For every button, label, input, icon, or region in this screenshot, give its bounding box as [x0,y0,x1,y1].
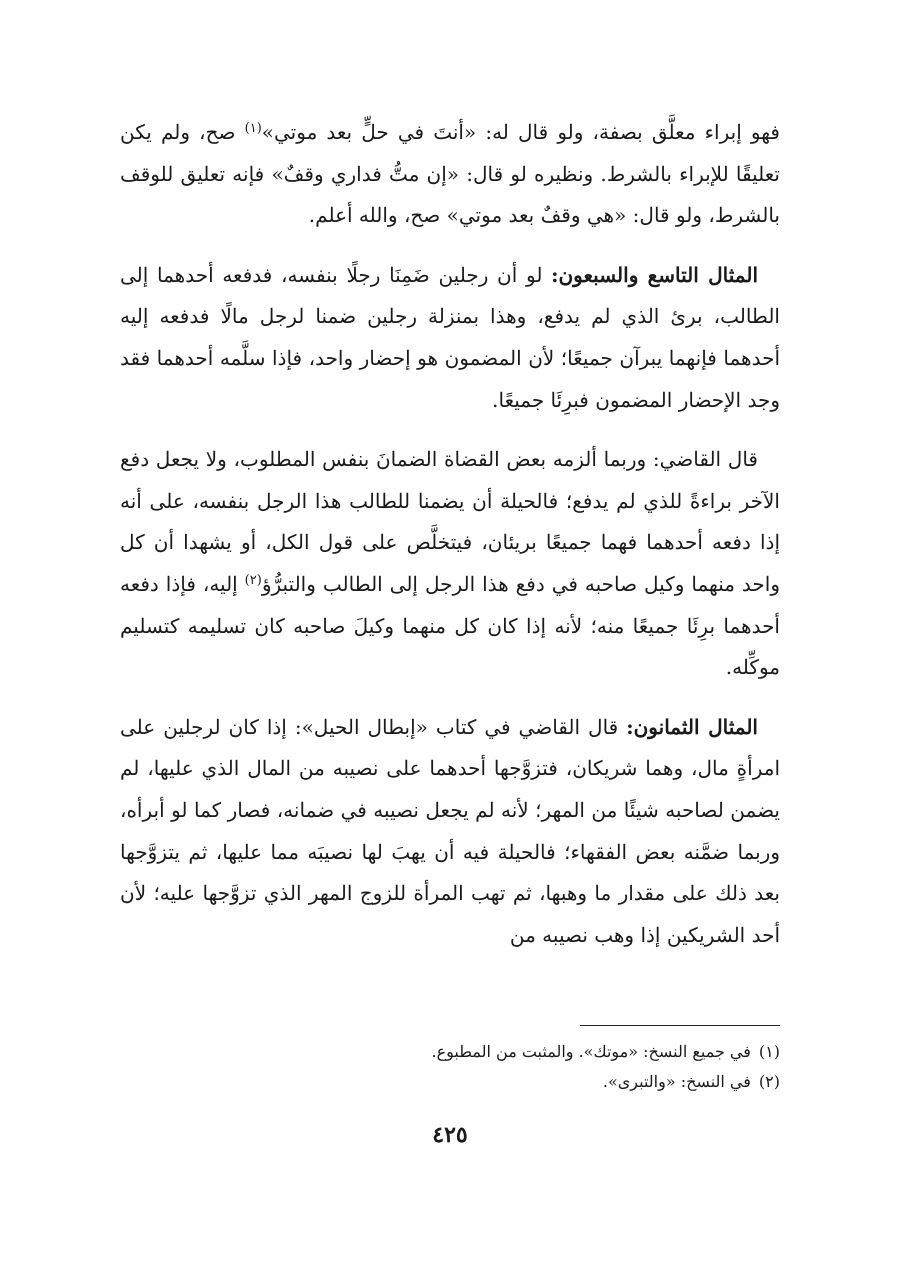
paragraph-3-text-a: قال القاضي: وربما ألزمه بعض القضاة الضمانَ بنفس المطلوب، ولا يجعل دفع الآخر براءةً للذي لم يدفع؛ فالحيلة أن يضمنا للطالب هذا الرجل بنفسه، على أنه إذا دفعه أحدهما فهما جميعًا بريئان، فيتخلَّص على قول الكل، أو يشهدا أن كل واحد منهما وكيل صاحبه في دفع هذا الرجل إلى الطالب والتبرُّؤ [120,447,780,596]
footnote-1-number: (١) [758,1042,780,1061]
footnote-1-text: في جميع النسخ: «موتك». والمثبت من المطبوع. [431,1042,751,1061]
footnote-1 [120,1037,780,1067]
footnote-2-text: في النسخ: «والتبرى». [602,1072,751,1091]
paragraph-1-text-b: صح، ولم يكن تعليقًا للإبراء بالشرط. ونظيره لو قال: «إن متُّ فداري وقفٌ» فإنه تعليق للوقف بالشرط، ولو قال: «هي وقفٌ بعد موتي» صح، والله أعلم. [120,120,780,228]
paragraph-1 [120,112,780,237]
footnote-ref-2[interactable]: (٢) [244,572,262,588]
paragraph-4 [120,707,780,957]
paragraph-4-text: قال القاضي في كتاب «إبطال الحيل»: إذا كان لرجلين على امرأةٍ مال، وهما شريكان، فتزوَّجها أحدهما على نصيبه من المال الذي عليها، لم يضمن لصاحبه شيئًا من المهر؛ لأنه لم يجعل نصيبه في ضمانه، فصار كما لو أبرأه، وربما ضمَّنه بعض الفقهاء؛ فالحيلة فيه أن يهبَ لها نصيبَه مما عليها، ثم يتزوَّجها بعد ذلك على مقدار ما وهبها، ثم تهب المرأة للزوج المهر الذي تزوَّجها عليه؛ لأن أحد الشريكين إذا وهب نصيبه من [120,714,780,947]
footnote-divider [580,1025,780,1026]
footnote-2-number: (٢) [758,1072,780,1091]
footnote-2 [120,1067,780,1097]
example-79-heading: المثال التاسع والسبعون: [551,262,758,287]
main-text [120,112,780,974]
paragraph-1-text-a: فهو إبراء معلَّق بصفة، ولو قال له: «أنتَ في حلٍّ بعد موتي» [261,120,780,144]
paragraph-3 [120,439,780,689]
paragraph-2 [120,255,780,421]
paragraph-3-text-b: إليه، فإذا دفعه أحدهما برِئَا جميعًا منه؛ لأنه إذا كان كل منهما وكيلَ صاحبه كان تسليمه كتسليم موكِّله. [120,571,780,680]
paragraph-2-text: لو أن رجلين ضَمِنَا رجلًا بنفسه، فدفعه أحدهما إلى الطالب، برئ الذي لم يدفع، وهذا بمنزلة رجلين ضمنا لرجل مالًا فدفعه إليه أحدهما فإنهما يبرآن جميعًا؛ لأن المضمون هو إحضار واحد، فإذا سلَّمه أحدهما فقد وجد الإحضار المضمون فبرِئَا جميعًا. [120,262,780,412]
example-80-heading: المثال الثمانون: [626,714,758,739]
footnotes [120,1037,780,1097]
footnote-ref-1[interactable]: (١) [244,121,262,136]
page-number: ٤٢٥ [432,1122,468,1148]
